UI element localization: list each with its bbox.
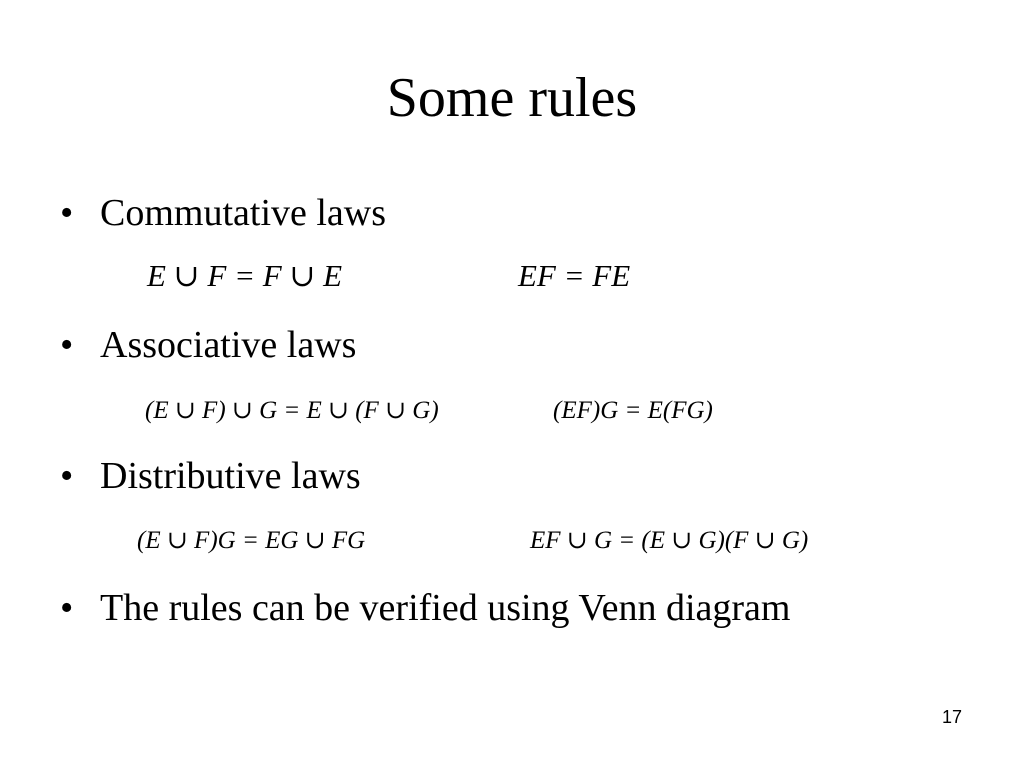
formula-intersection-associative: (EF)G = E(FG): [553, 397, 713, 424]
bullet-associative-laws: [60, 322, 356, 368]
formula-distributive-first: (E ∪ F)G = EG ∪ FG: [137, 527, 366, 554]
bullet-commutative-laws: [60, 190, 386, 236]
bullet-venn-note: [60, 585, 790, 631]
bullet-marker: •: [60, 192, 74, 234]
bullet-text: Associative laws: [100, 324, 357, 366]
bullet-marker: •: [60, 455, 74, 497]
bullet-text: The rules can be verified using Venn diagram: [100, 587, 791, 629]
formula-intersection-commutative: EF = FE: [518, 258, 631, 293]
bullet-distributive-laws: [60, 453, 361, 499]
formula-distributive-second: EF ∪ G = (E ∪ G)(F ∪ G): [530, 527, 809, 554]
slide-title: Some rules: [386, 67, 638, 129]
bullet-text: Distributive laws: [100, 455, 361, 497]
bullet-marker: •: [60, 324, 74, 366]
page-number: 17: [941, 707, 962, 727]
formula-union-commutative: E ∪ F = F ∪ E: [147, 258, 343, 293]
bullet-marker: •: [60, 587, 74, 629]
formula-union-associative: (E ∪ F) ∪ G = E ∪ (F ∪ G): [145, 397, 439, 424]
bullet-text: Commutative laws: [100, 192, 387, 234]
